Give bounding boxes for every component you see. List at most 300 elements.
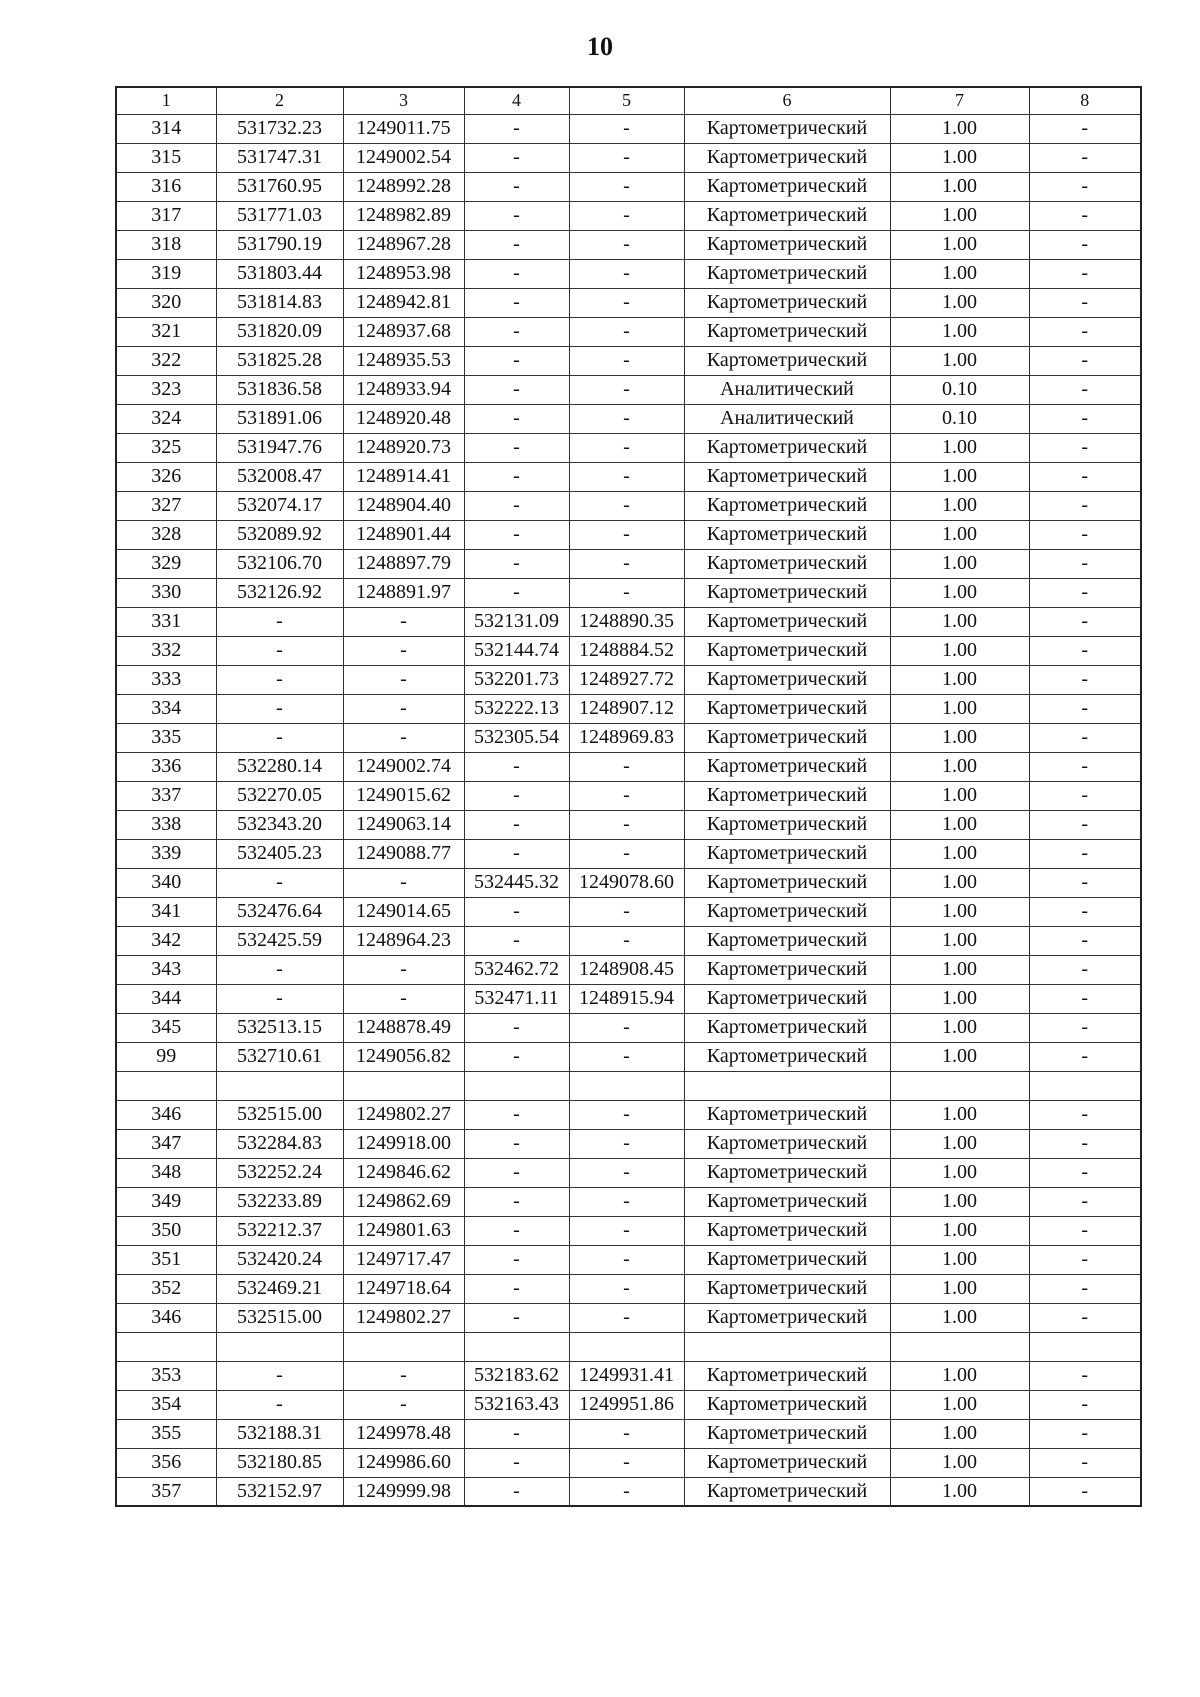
table-cell: - xyxy=(216,665,343,694)
table-cell: Картометрический xyxy=(684,462,890,491)
table-cell: - xyxy=(216,1390,343,1419)
table-cell: 531771.03 xyxy=(216,201,343,230)
table-cell: Картометрический xyxy=(684,955,890,984)
table-cell: 1249002.74 xyxy=(343,752,464,781)
table-cell: - xyxy=(569,926,684,955)
table-cell: - xyxy=(1029,839,1141,868)
table-cell: 319 xyxy=(116,259,216,288)
table-cell: - xyxy=(464,549,569,578)
table-cell: - xyxy=(464,259,569,288)
table-cell: - xyxy=(1029,578,1141,607)
table-cell: 1.00 xyxy=(890,317,1029,346)
table-cell: - xyxy=(1029,810,1141,839)
table-cell: - xyxy=(464,1042,569,1071)
table-cell: - xyxy=(1029,114,1141,143)
table-cell: - xyxy=(464,201,569,230)
table-cell: 532462.72 xyxy=(464,955,569,984)
table-cell: - xyxy=(1029,752,1141,781)
table-row xyxy=(116,346,1141,375)
column-header-8: 8 xyxy=(1029,87,1141,114)
table-cell: 1249002.54 xyxy=(343,143,464,172)
table-cell: 1.00 xyxy=(890,781,1029,810)
table-cell: Картометрический xyxy=(684,984,890,1013)
table-cell: Аналитический xyxy=(684,375,890,404)
table-cell: 532305.54 xyxy=(464,723,569,752)
table-row xyxy=(116,143,1141,172)
table-cell: 1.00 xyxy=(890,1129,1029,1158)
table-cell: 1249931.41 xyxy=(569,1361,684,1390)
table-cell: 326 xyxy=(116,462,216,491)
table-cell: 532420.24 xyxy=(216,1245,343,1274)
table-cell: - xyxy=(1029,172,1141,201)
table-cell: Картометрический xyxy=(684,288,890,317)
table-cell: Картометрический xyxy=(684,1303,890,1332)
table-cell: 531814.83 xyxy=(216,288,343,317)
table-cell: 337 xyxy=(116,781,216,810)
table-cell: - xyxy=(464,578,569,607)
table-cell: - xyxy=(1029,1100,1141,1129)
table-cell: - xyxy=(464,1187,569,1216)
table-cell: 1248878.49 xyxy=(343,1013,464,1042)
table-cell xyxy=(1029,1071,1141,1100)
table-cell: - xyxy=(216,1361,343,1390)
table-cell: 1.00 xyxy=(890,723,1029,752)
table-row xyxy=(116,723,1141,752)
table-cell: 532710.61 xyxy=(216,1042,343,1071)
table-cell: Картометрический xyxy=(684,346,890,375)
table-cell: - xyxy=(464,114,569,143)
table-row xyxy=(116,462,1141,491)
table-cell xyxy=(116,1332,216,1361)
table-cell: - xyxy=(464,1477,569,1506)
table-cell xyxy=(464,1071,569,1100)
table-cell: - xyxy=(464,143,569,172)
table-cell: - xyxy=(1029,288,1141,317)
table-cell: - xyxy=(569,897,684,926)
table-cell: 1249014.65 xyxy=(343,897,464,926)
table-cell: - xyxy=(569,1187,684,1216)
table-cell: 1.00 xyxy=(890,1042,1029,1071)
table-cell: - xyxy=(464,433,569,462)
table-cell: 532471.11 xyxy=(464,984,569,1013)
table-cell: 532131.09 xyxy=(464,607,569,636)
table-cell: 330 xyxy=(116,578,216,607)
table-cell: - xyxy=(1029,1390,1141,1419)
table-cell: 531760.95 xyxy=(216,172,343,201)
table-cell: 1248884.52 xyxy=(569,636,684,665)
table-cell: 1249801.63 xyxy=(343,1216,464,1245)
table-row xyxy=(116,259,1141,288)
table-cell: Картометрический xyxy=(684,1216,890,1245)
table-cell: 1.00 xyxy=(890,665,1029,694)
table-cell: - xyxy=(1029,462,1141,491)
table-cell: 532188.31 xyxy=(216,1419,343,1448)
table-cell: - xyxy=(1029,984,1141,1013)
table-cell: - xyxy=(569,1245,684,1274)
table-cell: Картометрический xyxy=(684,1100,890,1129)
table-row xyxy=(116,201,1141,230)
table-cell: 532163.43 xyxy=(464,1390,569,1419)
table-cell: 532284.83 xyxy=(216,1129,343,1158)
table-cell: - xyxy=(343,665,464,694)
table-row xyxy=(116,926,1141,955)
table-cell: - xyxy=(343,723,464,752)
table-cell: 531891.06 xyxy=(216,404,343,433)
table-cell: 1.00 xyxy=(890,955,1029,984)
table-cell: 1.00 xyxy=(890,752,1029,781)
table-row xyxy=(116,1042,1141,1071)
table-cell: 532201.73 xyxy=(464,665,569,694)
table-cell: 531825.28 xyxy=(216,346,343,375)
table-cell: Картометрический xyxy=(684,172,890,201)
table-row xyxy=(116,781,1141,810)
table-cell: - xyxy=(1029,520,1141,549)
table-cell: 532222.13 xyxy=(464,694,569,723)
table-cell: - xyxy=(464,1303,569,1332)
table-cell: - xyxy=(464,288,569,317)
table-row xyxy=(116,810,1141,839)
table-cell: 352 xyxy=(116,1274,216,1303)
table-cell: Картометрический xyxy=(684,897,890,926)
table-cell: 532515.00 xyxy=(216,1303,343,1332)
table-cell: - xyxy=(1029,636,1141,665)
table-cell: 324 xyxy=(116,404,216,433)
table-cell: Картометрический xyxy=(684,868,890,897)
table-cell xyxy=(343,1332,464,1361)
table-row xyxy=(116,549,1141,578)
table-cell: 532476.64 xyxy=(216,897,343,926)
table-cell: - xyxy=(569,1158,684,1187)
table-row xyxy=(116,694,1141,723)
table-cell: 1.00 xyxy=(890,810,1029,839)
table-cell: - xyxy=(569,578,684,607)
table-cell: - xyxy=(1029,491,1141,520)
table-cell: Картометрический xyxy=(684,1187,890,1216)
table-cell: 341 xyxy=(116,897,216,926)
table-row xyxy=(116,1274,1141,1303)
table-cell: 1248982.89 xyxy=(343,201,464,230)
table-cell: 1.00 xyxy=(890,1303,1029,1332)
table-cell: - xyxy=(1029,230,1141,259)
table-cell: 532252.24 xyxy=(216,1158,343,1187)
table-cell: 532144.74 xyxy=(464,636,569,665)
table-cell: - xyxy=(569,810,684,839)
table-header xyxy=(116,87,1141,114)
table-cell: - xyxy=(569,317,684,346)
table-cell: Картометрический xyxy=(684,723,890,752)
table-cell: 1.00 xyxy=(890,1187,1029,1216)
table-cell: - xyxy=(569,114,684,143)
table-cell: 532106.70 xyxy=(216,549,343,578)
table-cell: - xyxy=(464,1129,569,1158)
table-cell: 336 xyxy=(116,752,216,781)
table-row xyxy=(116,1216,1141,1245)
table-cell: 356 xyxy=(116,1448,216,1477)
table-cell: 1.00 xyxy=(890,143,1029,172)
table-cell: 532270.05 xyxy=(216,781,343,810)
table-cell: 1.00 xyxy=(890,259,1029,288)
table-cell: - xyxy=(464,404,569,433)
table-cell: - xyxy=(1029,665,1141,694)
table-cell: 331 xyxy=(116,607,216,636)
table-cell: 1.00 xyxy=(890,984,1029,1013)
table-cell: - xyxy=(464,172,569,201)
table-cell: - xyxy=(464,1419,569,1448)
table-cell: - xyxy=(569,230,684,259)
table-cell: - xyxy=(343,868,464,897)
table-cell: 1.00 xyxy=(890,1419,1029,1448)
table-cell: 1248914.41 xyxy=(343,462,464,491)
table-row xyxy=(116,1419,1141,1448)
table-cell: 1.00 xyxy=(890,1448,1029,1477)
table-cell: - xyxy=(464,1274,569,1303)
table-cell: - xyxy=(1029,1187,1141,1216)
table-cell: Картометрический xyxy=(684,259,890,288)
table-cell: Картометрический xyxy=(684,1477,890,1506)
table-cell: 99 xyxy=(116,1042,216,1071)
table-cell: - xyxy=(464,520,569,549)
table-cell xyxy=(684,1071,890,1100)
table-cell: 1248897.79 xyxy=(343,549,464,578)
table-cell: 1248920.48 xyxy=(343,404,464,433)
table-cell: 1.00 xyxy=(890,520,1029,549)
table-cell: 1.00 xyxy=(890,607,1029,636)
table-cell: - xyxy=(569,259,684,288)
table-cell: 1.00 xyxy=(890,1274,1029,1303)
table-cell: 531820.09 xyxy=(216,317,343,346)
table-cell: - xyxy=(343,955,464,984)
table-cell: Картометрический xyxy=(684,1245,890,1274)
table-row xyxy=(116,1187,1141,1216)
table-cell: 1249088.77 xyxy=(343,839,464,868)
table-cell: Картометрический xyxy=(684,1129,890,1158)
table-cell: Картометрический xyxy=(684,114,890,143)
table-cell: 354 xyxy=(116,1390,216,1419)
table-row xyxy=(116,897,1141,926)
table-cell: 1249999.98 xyxy=(343,1477,464,1506)
table-cell xyxy=(216,1071,343,1100)
table-cell: Картометрический xyxy=(684,636,890,665)
table-cell: - xyxy=(569,1419,684,1448)
table-cell: 323 xyxy=(116,375,216,404)
table-cell xyxy=(116,1071,216,1100)
table-cell: 1249802.27 xyxy=(343,1303,464,1332)
table-cell: - xyxy=(1029,317,1141,346)
table-cell: - xyxy=(1029,781,1141,810)
table-cell: - xyxy=(464,1100,569,1129)
table-cell: 1249846.62 xyxy=(343,1158,464,1187)
table-cell: 532445.32 xyxy=(464,868,569,897)
table-cell: Картометрический xyxy=(684,810,890,839)
table-cell: 1249717.47 xyxy=(343,1245,464,1274)
table-cell: 347 xyxy=(116,1129,216,1158)
table-cell: 1.00 xyxy=(890,839,1029,868)
table-row xyxy=(116,433,1141,462)
table-cell: - xyxy=(569,201,684,230)
table-cell: 327 xyxy=(116,491,216,520)
table-cell: 316 xyxy=(116,172,216,201)
table-cell: 532212.37 xyxy=(216,1216,343,1245)
table-cell: Картометрический xyxy=(684,1448,890,1477)
table-cell: - xyxy=(216,868,343,897)
table-cell: - xyxy=(343,607,464,636)
table-row xyxy=(116,1303,1141,1332)
table-cell xyxy=(343,1071,464,1100)
table-row xyxy=(116,1129,1141,1158)
table-cell: 1249986.60 xyxy=(343,1448,464,1477)
table-cell: Картометрический xyxy=(684,317,890,346)
table-cell: - xyxy=(1029,259,1141,288)
table-cell: 334 xyxy=(116,694,216,723)
column-header-2: 2 xyxy=(216,87,343,114)
table-cell: 1248942.81 xyxy=(343,288,464,317)
table-cell: 1.00 xyxy=(890,491,1029,520)
table-cell: Аналитический xyxy=(684,404,890,433)
table-body xyxy=(116,114,1141,1506)
table-cell: - xyxy=(1029,1245,1141,1274)
page-number: 10 xyxy=(587,32,613,61)
table-row xyxy=(116,230,1141,259)
table-cell: - xyxy=(464,1245,569,1274)
table-cell: 531803.44 xyxy=(216,259,343,288)
table-cell: Картометрический xyxy=(684,520,890,549)
table-cell: 329 xyxy=(116,549,216,578)
table-cell: 1249951.86 xyxy=(569,1390,684,1419)
table-row xyxy=(116,404,1141,433)
table-cell: 325 xyxy=(116,433,216,462)
table-cell: 350 xyxy=(116,1216,216,1245)
table-cell: Картометрический xyxy=(684,1274,890,1303)
table-cell: - xyxy=(1029,1042,1141,1071)
table-cell: - xyxy=(1029,607,1141,636)
column-header-1: 1 xyxy=(116,87,216,114)
table-cell: Картометрический xyxy=(684,781,890,810)
table-cell: - xyxy=(569,1042,684,1071)
table-cell: - xyxy=(464,926,569,955)
table-cell: Картометрический xyxy=(684,1390,890,1419)
table-cell: - xyxy=(464,491,569,520)
table-cell: 532515.00 xyxy=(216,1100,343,1129)
table-cell: 532089.92 xyxy=(216,520,343,549)
table-row xyxy=(116,1448,1141,1477)
table-cell: 346 xyxy=(116,1303,216,1332)
table-cell xyxy=(890,1071,1029,1100)
table-cell: 335 xyxy=(116,723,216,752)
table-row xyxy=(116,172,1141,201)
table-row xyxy=(116,520,1141,549)
table-cell: 1248969.83 xyxy=(569,723,684,752)
table-cell: - xyxy=(216,723,343,752)
table-cell: 532126.92 xyxy=(216,578,343,607)
table-cell: 1.00 xyxy=(890,1361,1029,1390)
table-cell: 1248904.40 xyxy=(343,491,464,520)
table-cell: 532280.14 xyxy=(216,752,343,781)
table-cell: 1.00 xyxy=(890,549,1029,578)
table-cell: 338 xyxy=(116,810,216,839)
table-cell: 532008.47 xyxy=(216,462,343,491)
table-cell: - xyxy=(1029,1361,1141,1390)
table-cell: - xyxy=(569,288,684,317)
table-cell: 1.00 xyxy=(890,897,1029,926)
table-cell: 343 xyxy=(116,955,216,984)
table-cell: 320 xyxy=(116,288,216,317)
table-cell: 532074.17 xyxy=(216,491,343,520)
table-cell: 532152.97 xyxy=(216,1477,343,1506)
table-cell: 532469.21 xyxy=(216,1274,343,1303)
table-cell: 1249015.62 xyxy=(343,781,464,810)
table-cell: 1.00 xyxy=(890,694,1029,723)
table-cell: - xyxy=(1029,143,1141,172)
table-cell: 332 xyxy=(116,636,216,665)
table-cell: - xyxy=(464,1158,569,1187)
column-header-4: 4 xyxy=(464,87,569,114)
table-cell: - xyxy=(1029,926,1141,955)
table-cell: - xyxy=(569,404,684,433)
table-cell: 351 xyxy=(116,1245,216,1274)
table-cell: Картометрический xyxy=(684,201,890,230)
table-cell: 315 xyxy=(116,143,216,172)
table-cell: 0.10 xyxy=(890,404,1029,433)
table-cell: - xyxy=(464,752,569,781)
table-cell: 1248891.97 xyxy=(343,578,464,607)
table-cell: - xyxy=(569,1013,684,1042)
table-row xyxy=(116,984,1141,1013)
table-cell: - xyxy=(569,172,684,201)
table-row xyxy=(116,1390,1141,1419)
table-cell: - xyxy=(464,1013,569,1042)
table-cell: - xyxy=(464,897,569,926)
table-cell: - xyxy=(216,955,343,984)
table-row xyxy=(116,868,1141,897)
table-cell: 532405.23 xyxy=(216,839,343,868)
table-cell: 1.00 xyxy=(890,1100,1029,1129)
table-cell: - xyxy=(569,491,684,520)
table-cell xyxy=(1029,1332,1141,1361)
table-row xyxy=(116,288,1141,317)
table-cell: 1248915.94 xyxy=(569,984,684,1013)
table-row xyxy=(116,607,1141,636)
table-cell: Картометрический xyxy=(684,1419,890,1448)
table-cell: - xyxy=(569,781,684,810)
table-cell: 314 xyxy=(116,114,216,143)
table-cell: - xyxy=(569,549,684,578)
table-cell: 1.00 xyxy=(890,288,1029,317)
table-cell: - xyxy=(1029,549,1141,578)
table-cell: 1.00 xyxy=(890,1158,1029,1187)
table-cell: 1.00 xyxy=(890,346,1029,375)
table-cell: 1.00 xyxy=(890,172,1029,201)
table-cell: 532233.89 xyxy=(216,1187,343,1216)
table-cell: 531732.23 xyxy=(216,114,343,143)
table-cell: 1248935.53 xyxy=(343,346,464,375)
table-cell: 531947.76 xyxy=(216,433,343,462)
column-header-7: 7 xyxy=(890,87,1029,114)
table-cell: 1249063.14 xyxy=(343,810,464,839)
table-cell: - xyxy=(1029,897,1141,926)
table-cell: 0.10 xyxy=(890,375,1029,404)
table-cell: - xyxy=(343,984,464,1013)
table-cell: 1.00 xyxy=(890,114,1029,143)
table-cell xyxy=(216,1332,343,1361)
table-cell: - xyxy=(569,1274,684,1303)
table-cell: 339 xyxy=(116,839,216,868)
table-row xyxy=(116,578,1141,607)
table-cell: 1.00 xyxy=(890,1477,1029,1506)
table-cell: Картометрический xyxy=(684,433,890,462)
table-cell: - xyxy=(569,143,684,172)
table-cell: 1.00 xyxy=(890,230,1029,259)
table-cell: - xyxy=(1029,375,1141,404)
